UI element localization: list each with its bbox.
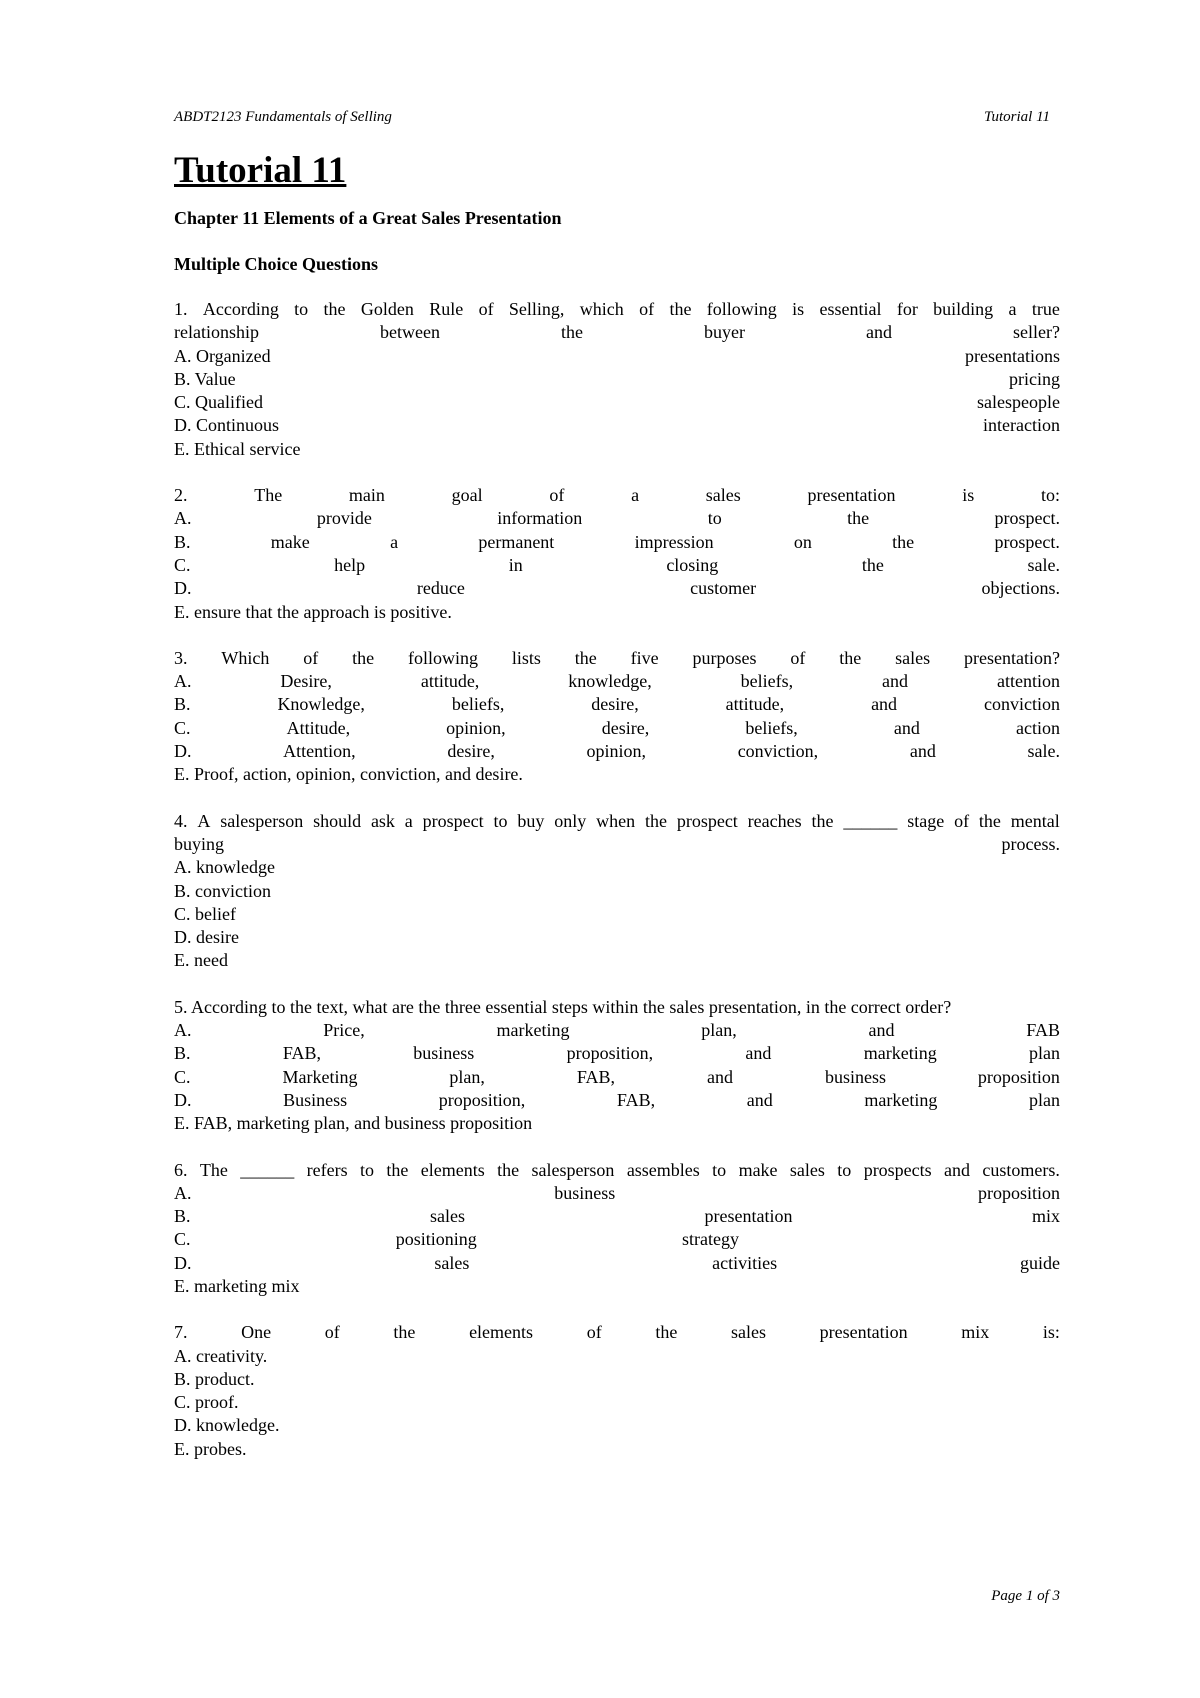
- option-b: [174, 693, 1060, 716]
- word: the: [393, 1322, 416, 1343]
- word: true: [1031, 299, 1060, 319]
- word: process.: [1001, 833, 1060, 854]
- option-c: C. Qualified salespeople: [174, 392, 1060, 413]
- word: business: [413, 1043, 475, 1064]
- word: A.: [174, 1182, 192, 1203]
- option-a: [174, 1182, 1060, 1205]
- option-a: A. creativity.: [174, 1345, 268, 1366]
- word: following: [407, 647, 478, 668]
- word: FAB,: [282, 1043, 321, 1064]
- word: elements: [469, 1322, 534, 1343]
- question-6: [174, 1159, 1060, 1299]
- word: permanent: [478, 531, 555, 552]
- word: presentation: [704, 1206, 793, 1227]
- question-text: [174, 298, 1060, 321]
- word: C.: [174, 1066, 191, 1087]
- word: goal: [451, 485, 483, 506]
- word: mix: [961, 1322, 990, 1343]
- word: elements: [420, 1159, 485, 1180]
- word: buying: [174, 833, 225, 854]
- option-e: E. need: [174, 950, 228, 971]
- word: plan,: [701, 1020, 737, 1041]
- option-b: B. conviction: [174, 880, 271, 901]
- word: seller?: [1013, 322, 1060, 343]
- word: Rule: [429, 299, 464, 319]
- word: to: [493, 810, 508, 831]
- word: prospect: [676, 810, 738, 831]
- word: purposes: [692, 647, 757, 668]
- word: reaches: [747, 810, 802, 831]
- word: beliefs,: [740, 671, 794, 692]
- word: the: [978, 810, 1001, 831]
- word: mix: [1031, 1206, 1060, 1227]
- word: strategy: [682, 1229, 739, 1250]
- chapter-heading: Chapter 11 Elements of a Great Sales Presentation: [174, 208, 562, 228]
- word: attitude,: [725, 694, 785, 715]
- word: information: [497, 508, 583, 529]
- word: desire,: [447, 741, 495, 762]
- word: to: [712, 1159, 727, 1180]
- word: marketing: [496, 1020, 570, 1041]
- question-5: [174, 996, 1060, 1136]
- word: plan: [1028, 1089, 1060, 1110]
- option-a: A. knowledge: [174, 857, 275, 878]
- word: the: [892, 531, 915, 552]
- word: which: [579, 299, 624, 319]
- word: ______: [240, 1159, 295, 1180]
- word: Desire,: [280, 671, 332, 692]
- option-e: E. probes.: [174, 1438, 247, 1459]
- word: a: [404, 810, 413, 831]
- word: the: [574, 647, 597, 668]
- question-text: 5. According to the text, what are the three essential steps within the sales presentation, in the correct order?: [174, 996, 952, 1017]
- option-d: D. knowledge.: [174, 1415, 280, 1436]
- word: the: [323, 299, 346, 319]
- option-c: [174, 554, 1060, 577]
- word: the: [560, 322, 583, 343]
- word: A.: [174, 1020, 192, 1041]
- word: a: [1008, 299, 1017, 319]
- word: sale.: [1027, 554, 1060, 575]
- option-a: A. Organized presentations: [174, 345, 1060, 366]
- word: and: [868, 1020, 895, 1041]
- option-e: E. FAB, marketing plan, and business proposition: [174, 1113, 533, 1134]
- header-tutorial: Tutorial 11: [984, 109, 1050, 125]
- word: positioning: [395, 1229, 477, 1250]
- word: the: [811, 810, 834, 831]
- word: prospect.: [994, 531, 1060, 552]
- word: salesperson: [531, 1159, 615, 1180]
- word: C.: [174, 717, 191, 738]
- word: and: [707, 1066, 733, 1087]
- word: sales: [730, 1322, 766, 1343]
- word: marketing: [864, 1089, 938, 1110]
- word: B.: [174, 694, 191, 715]
- word: Business: [283, 1089, 348, 1110]
- word: to: [294, 299, 309, 319]
- word: is: [792, 299, 805, 319]
- word: ______: [843, 810, 898, 831]
- word: beliefs,: [745, 717, 798, 738]
- word: sales: [434, 1252, 470, 1273]
- document-body: [174, 146, 1060, 1484]
- word: sales: [430, 1206, 465, 1227]
- word: and: [882, 671, 909, 692]
- option-a: [174, 670, 1060, 693]
- word: C.: [174, 1229, 191, 1250]
- word: is:: [1042, 1322, 1060, 1343]
- question-text: [174, 647, 1060, 670]
- word: of: [303, 647, 319, 668]
- word: D.: [174, 741, 192, 762]
- word: Price,: [323, 1020, 365, 1041]
- option-c: C. proof.: [174, 1392, 239, 1413]
- word: attention: [996, 671, 1060, 692]
- word: is: [962, 485, 975, 506]
- word: Knowledge,: [277, 694, 365, 715]
- word: make: [738, 1159, 778, 1180]
- page-number: Page 1 of 3: [991, 1588, 1060, 1604]
- option-b: B. Value pricing: [174, 368, 1060, 389]
- option-d: D. Continuous interaction: [174, 415, 1060, 436]
- word: A: [197, 810, 211, 831]
- word: conviction: [983, 694, 1060, 715]
- word: make: [270, 531, 310, 552]
- option-d: [174, 1089, 1060, 1112]
- word: business: [824, 1066, 886, 1087]
- word: The: [254, 485, 283, 506]
- option-c: C. belief: [174, 903, 236, 924]
- question-7: [174, 1321, 1060, 1461]
- word: to: [837, 1159, 852, 1180]
- word: when: [596, 810, 636, 831]
- word: B.: [174, 1043, 191, 1064]
- word: presentation: [807, 485, 896, 506]
- word: the: [497, 1159, 520, 1180]
- word: proposition,: [438, 1089, 526, 1110]
- word: marketing: [863, 1043, 937, 1064]
- word: presentation?: [963, 647, 1060, 668]
- word: reduce: [416, 578, 465, 599]
- word: sales: [789, 1159, 825, 1180]
- word: only: [554, 810, 587, 831]
- word: proposition: [977, 1182, 1060, 1203]
- word: 4.: [174, 810, 188, 831]
- word: FAB,: [616, 1089, 656, 1110]
- word: the: [669, 299, 692, 319]
- word: customers.: [982, 1159, 1060, 1180]
- option-e: E. marketing mix: [174, 1275, 300, 1296]
- word: ask: [370, 810, 395, 831]
- word: essential: [819, 299, 882, 319]
- question-text-cont: [174, 321, 1060, 344]
- question-text: [174, 1159, 1060, 1182]
- question-2: [174, 484, 1060, 624]
- word: impression: [634, 531, 714, 552]
- word: objections.: [981, 578, 1060, 599]
- word: the: [839, 647, 862, 668]
- word: desire,: [601, 717, 650, 738]
- word: plan: [1029, 1043, 1060, 1064]
- word: and: [746, 1089, 773, 1110]
- word: Attitude,: [286, 717, 351, 738]
- option-e: E. Proof, action, opinion, conviction, and desire.: [174, 764, 523, 785]
- word: 2.: [174, 485, 188, 506]
- word: of: [549, 485, 565, 506]
- word: for: [896, 299, 918, 319]
- question-text: [174, 484, 1060, 507]
- word: the: [352, 647, 375, 668]
- option-d: [174, 577, 1060, 600]
- word: B.: [174, 1206, 191, 1227]
- word: prospects: [863, 1159, 932, 1180]
- option-c: [174, 1228, 739, 1251]
- word: 7.: [174, 1322, 188, 1343]
- word: of: [639, 299, 655, 319]
- word: relationship: [174, 322, 259, 343]
- word: to: [707, 508, 722, 529]
- option-b: [174, 1042, 1060, 1065]
- word: The: [199, 1159, 228, 1180]
- word: proposition,: [566, 1043, 654, 1064]
- option-c: [174, 717, 1060, 740]
- word: should: [313, 810, 362, 831]
- option-e: E. Ethical service: [174, 438, 301, 459]
- word: B.: [174, 531, 191, 552]
- word: lists: [511, 647, 541, 668]
- word: Golden: [360, 299, 414, 319]
- header-course: ABDT2123 Fundamentals of Selling: [174, 109, 392, 125]
- word: 6.: [174, 1159, 188, 1180]
- question-3: [174, 647, 1060, 787]
- word: beliefs,: [451, 694, 505, 715]
- word: sales: [705, 485, 741, 506]
- word: building: [933, 299, 994, 319]
- word: a: [631, 485, 640, 506]
- word: Selling,: [508, 299, 565, 319]
- word: D.: [174, 578, 192, 599]
- question-text: [174, 810, 1060, 833]
- word: sales: [895, 647, 931, 668]
- word: activities: [712, 1252, 778, 1273]
- word: conviction,: [737, 741, 819, 762]
- word: and: [909, 741, 936, 762]
- word: customer: [690, 578, 757, 599]
- option-b: [174, 1205, 1060, 1228]
- word: and: [893, 717, 920, 738]
- option-a: [174, 1019, 1060, 1042]
- word: Which: [221, 647, 270, 668]
- word: assembles: [626, 1159, 700, 1180]
- word: According: [202, 299, 279, 319]
- word: proposition: [977, 1066, 1060, 1087]
- word: to:: [1040, 485, 1060, 506]
- option-d: D. desire: [174, 927, 239, 948]
- word: in: [508, 554, 523, 575]
- word: buy: [517, 810, 545, 831]
- word: Marketing: [282, 1066, 358, 1087]
- option-c: [174, 1066, 1060, 1089]
- word: prospect.: [994, 508, 1060, 529]
- word: and: [866, 322, 892, 343]
- word: D.: [174, 1089, 192, 1110]
- word: buyer: [704, 322, 745, 343]
- word: D.: [174, 1252, 192, 1273]
- word: opinion,: [446, 717, 506, 738]
- word: 1.: [174, 299, 188, 319]
- word: five: [630, 647, 659, 668]
- word: FAB: [1026, 1020, 1060, 1041]
- section-heading: Multiple Choice Questions: [174, 254, 379, 274]
- word: main: [348, 485, 385, 506]
- word: business: [554, 1182, 616, 1203]
- word: desire,: [591, 694, 639, 715]
- word: the: [655, 1322, 678, 1343]
- word: of: [586, 1322, 602, 1343]
- word: presentation: [819, 1322, 908, 1343]
- word: Attention,: [283, 741, 356, 762]
- word: and: [944, 1159, 971, 1180]
- word: attitude,: [420, 671, 480, 692]
- word: guide: [1019, 1252, 1060, 1273]
- question-1: [174, 298, 1060, 461]
- word: 3.: [174, 647, 188, 668]
- question-text: [174, 1321, 1060, 1344]
- word: plan,: [449, 1066, 485, 1087]
- word: to: [359, 1159, 374, 1180]
- word: FAB,: [576, 1066, 616, 1087]
- word: following: [706, 299, 777, 319]
- word: the: [644, 810, 667, 831]
- option-e: E. ensure that the approach is positive.: [174, 601, 452, 622]
- word: of: [478, 299, 494, 319]
- word: a: [390, 531, 399, 552]
- word: of: [954, 810, 970, 831]
- page-title: Tutorial 11: [174, 150, 347, 191]
- word: knowledge,: [568, 671, 652, 692]
- word: of: [790, 647, 806, 668]
- word: sale.: [1027, 741, 1060, 762]
- word: refers: [306, 1159, 348, 1180]
- word: help: [334, 554, 366, 575]
- option-b: B. product.: [174, 1368, 255, 1389]
- option-d: [174, 740, 1060, 763]
- word: on: [793, 531, 812, 552]
- word: mental: [1010, 810, 1060, 831]
- word: and: [871, 694, 898, 715]
- option-d: [174, 1252, 1060, 1275]
- word: action: [1015, 717, 1060, 738]
- word: and: [745, 1043, 772, 1064]
- word: C.: [174, 554, 191, 575]
- question-4: [174, 810, 1060, 973]
- word: salesperson: [220, 810, 304, 831]
- option-a: [174, 507, 1060, 530]
- word: A.: [174, 671, 192, 692]
- word: One: [241, 1322, 272, 1343]
- word: closing: [666, 554, 719, 575]
- word: between: [380, 322, 440, 343]
- word: of: [324, 1322, 340, 1343]
- word: stage: [907, 810, 945, 831]
- word: the: [847, 508, 870, 529]
- word: the: [861, 554, 884, 575]
- word: A.: [174, 508, 192, 529]
- word: the: [386, 1159, 409, 1180]
- word: provide: [316, 508, 372, 529]
- question-text-cont: [174, 833, 1060, 856]
- word: prospect: [422, 810, 484, 831]
- option-b: [174, 531, 1060, 554]
- word: opinion,: [586, 741, 647, 762]
